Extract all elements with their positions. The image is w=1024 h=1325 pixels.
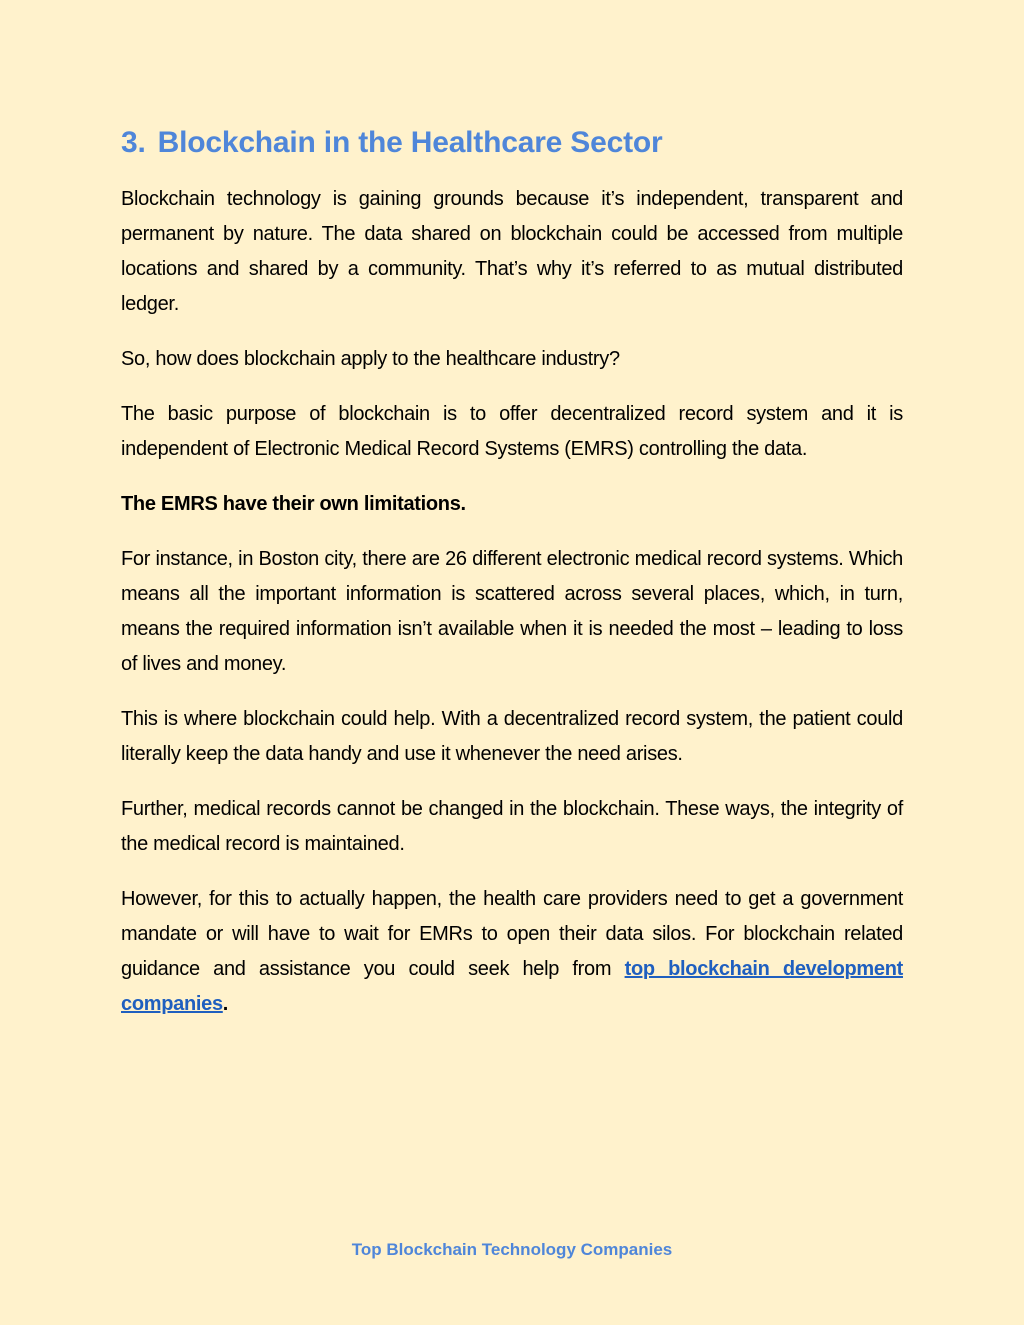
- paragraph-boston-example: For instance, in Boston city, there are 26 different electronic medical record systems. Which means all the important information is scattered across several places, which, in turn, means the required information isn’t available when it is needed the most – leading to loss of lives and money.: [121, 548, 903, 675]
- document-body: [121, 122, 903, 1042]
- paragraph-question: So, how does blockchain apply to the healthcare industry?: [121, 348, 620, 370]
- paragraph-conclusion: [121, 882, 903, 1022]
- section-number: 3.: [121, 126, 146, 159]
- paragraph-blockchain-help: This is where blockchain could help. With a decentralized record system, the patient could literally keep the data handy and use it whenever the need arises.: [121, 708, 903, 765]
- conclusion-text: However, for this to actually happen, the health care providers need to get a government mandate or will have to wait for EMRs to open their data silos. For blockchain related guidance and assistance you could seek help from: [121, 888, 903, 980]
- paragraph-intro: Blockchain technology is gaining grounds because it’s independent, transparent and permanent by nature. The data shared on blockchain could be accessed from multiple locations and shared by a community. That’s why it’s referred to as mutual distributed ledger.: [121, 188, 903, 315]
- section-heading: [121, 122, 903, 164]
- page-footer: Top Blockchain Technology Companies: [351, 1240, 673, 1259]
- companies-link[interactable]: top blockchain development companies: [121, 958, 903, 1015]
- section-title: Blockchain in the Healthcare Sector: [157, 126, 663, 159]
- paragraph-integrity: Further, medical records cannot be changed in the blockchain. These ways, the integrity of the medical record is maintained.: [121, 798, 903, 855]
- paragraph-emrs-limitations: The EMRS have their own limitations.: [121, 493, 466, 515]
- link-trailing-period: .: [222, 993, 229, 1015]
- paragraph-purpose: The basic purpose of blockchain is to offer decentralized record system and it is independent of Electronic Medical Record Systems (EMRS) controlling the data.: [121, 403, 903, 460]
